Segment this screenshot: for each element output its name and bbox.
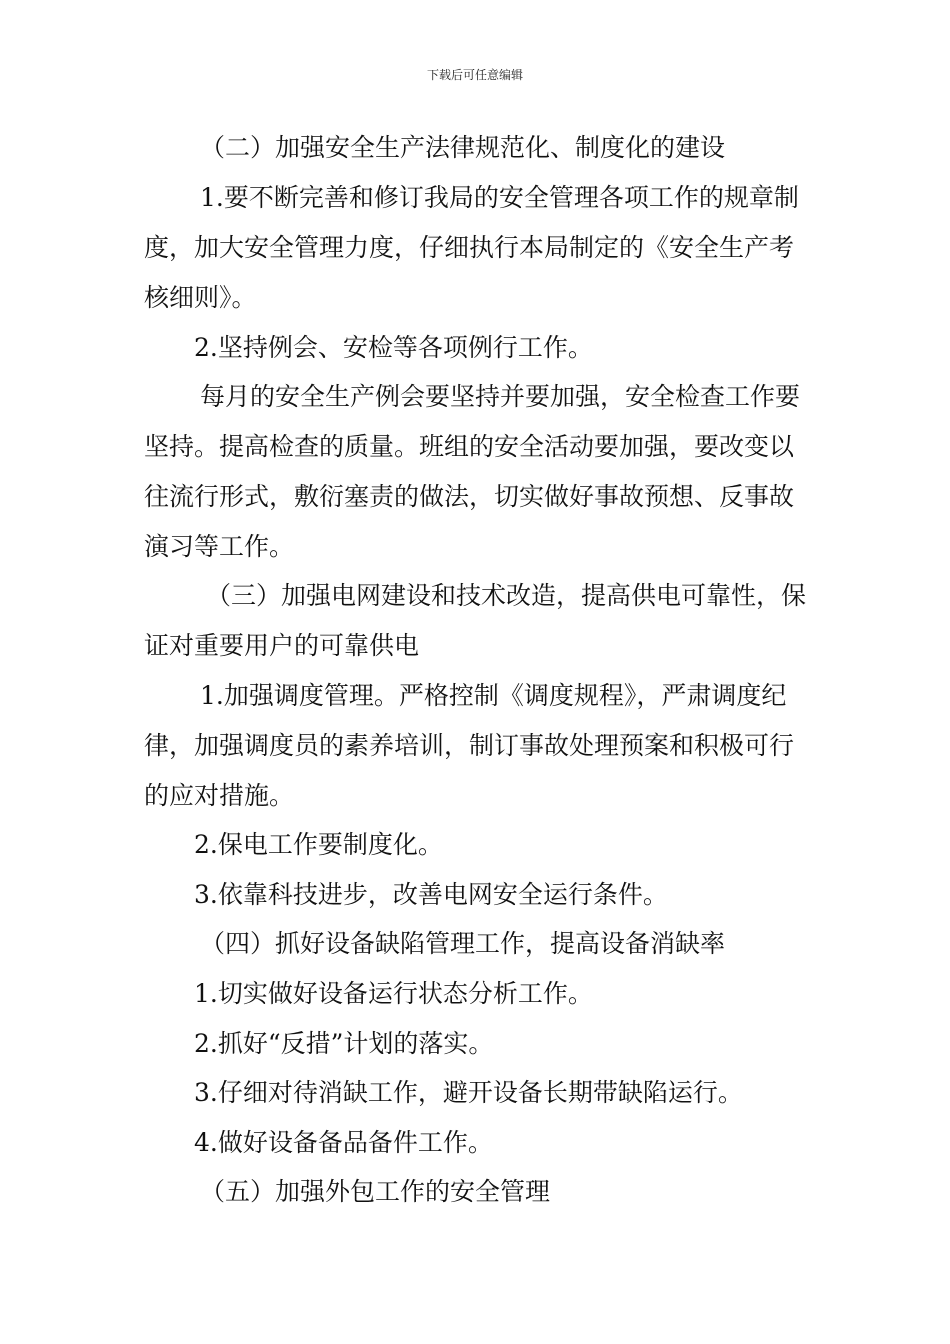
section-heading-2: （二）加强安全生产法律规范化、制度化的建设 [200,133,726,162]
section-heading-3: （三）加强电网建设和技术改造，提高供电可靠性，保证对重要用户的可靠供电 [144,581,807,660]
paragraph-4-2: 2.抓好“反措”计划的落实。 [194,1029,494,1058]
paragraph-4-3: 3.仔细对待消缺工作，避开设备长期带缺陷运行。 [194,1078,743,1107]
section-heading-4: （四）抓好设备缺陷管理工作，提高设备消缺率 [200,929,726,958]
paragraph-2-2: 2.坚持例会、安检等各项例行工作。 [194,333,593,362]
page-header-note: 下载后可任意编辑 [426,68,523,82]
section-heading-5: （五）加强外包工作的安全管理 [200,1177,551,1206]
paragraph-3-3: 3.依靠科技进步，改善电网安全运行条件。 [194,880,668,909]
paragraph-4-4: 4.做好设备备品备件工作。 [194,1128,493,1157]
paragraph-2-2-detail: 每月的安全生产例会要坚持并要加强，安全检查工作要坚持。提高检查的质量。班组的安全活动要加强，要改变以往流行形式，敷衍塞责的做法，切实做好事故预想、反事故演习等工作。 [144,382,801,561]
paragraph-3-1: 1.加强调度管理。严格控制《调度规程》，严肃调度纪律，加强调度员的素养培训，制订事故处理预案和积极可行的应对措施。 [144,681,795,810]
paragraph-4-1: 1.切实做好设备运行状态分析工作。 [194,979,593,1008]
paragraph-3-2: 2.保电工作要制度化。 [194,830,443,859]
paragraph-2-1: 1.要不断完善和修订我局的安全管理各项工作的规章制度，加大安全管理力度，仔细执行本局制定的《安全生产考核细则》。 [144,183,799,312]
